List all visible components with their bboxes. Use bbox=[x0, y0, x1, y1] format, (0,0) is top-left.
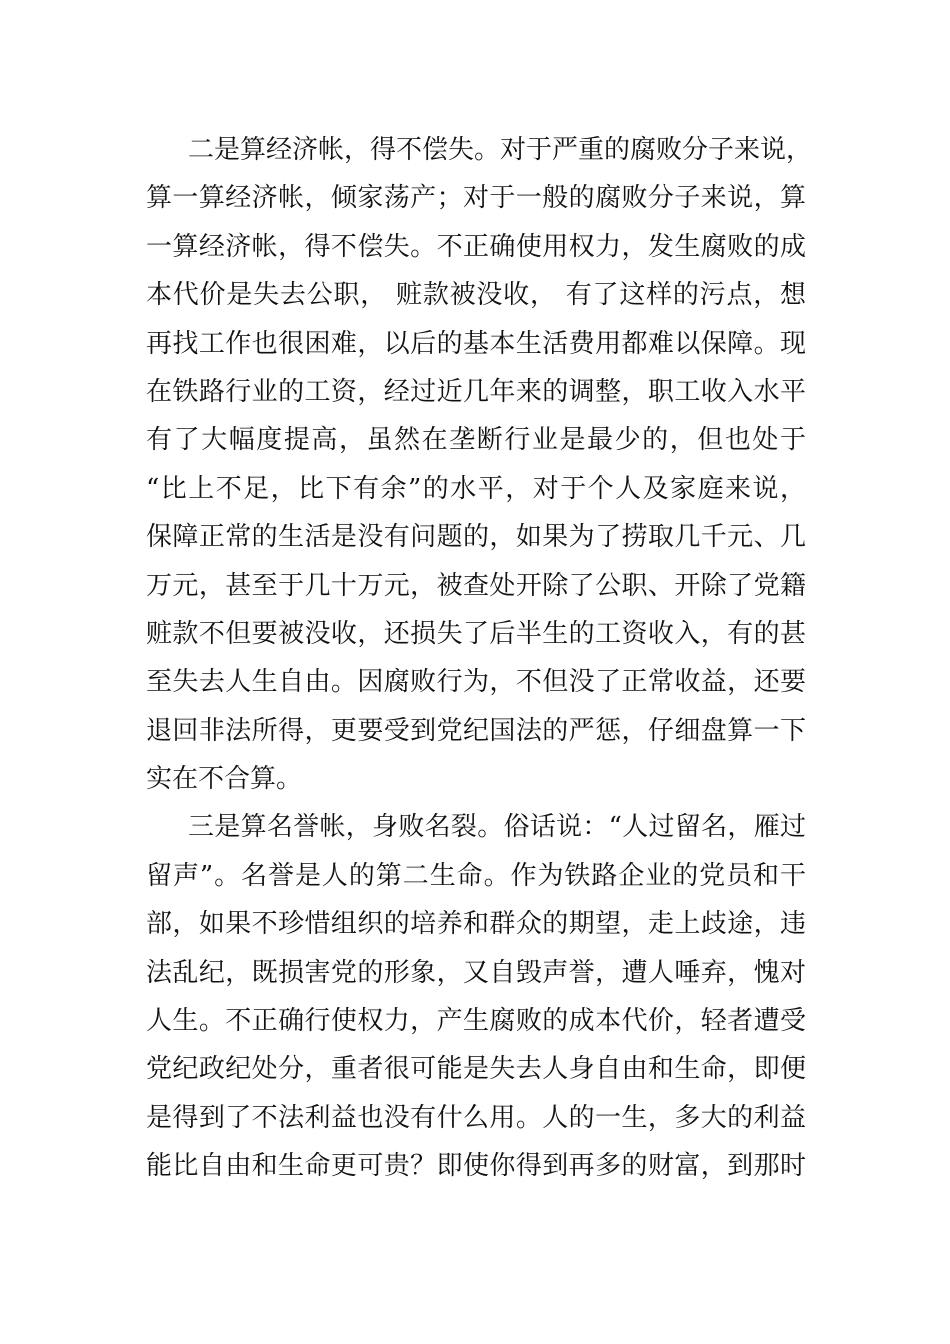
paragraph-reputation-account bbox=[146, 803, 806, 1190]
text-line: 赃款不但要被没收，还损失了后半生的工资收入，有的甚 bbox=[146, 618, 806, 649]
text-line: 能比自由和生命更可贵？即使你得到再多的财富，到那时 bbox=[146, 1151, 806, 1182]
text-line: 留声”。名誉是人的第二生命。作为铁路企业的党员和干 bbox=[146, 860, 806, 891]
text-line: 算一算经济帐，倾家荡产；对于一般的腐败分子来说，算 bbox=[146, 183, 806, 214]
text-line: 在铁路行业的工资，经过近几年来的调整，职工收入水平 bbox=[146, 376, 806, 407]
text-line: 二是算经济帐，得不偿失。对于严重的腐败分子来说， bbox=[188, 135, 813, 165]
text-line: 三是算名誉帐，身败名裂。俗话说：“人过留名，雁过 bbox=[188, 812, 806, 843]
text-line: “比上不足，比下有余”的水平，对于个人及家庭来说， bbox=[146, 473, 806, 504]
text-line: 一算经济帐，得不偿失。不正确使用权力，发生腐败的成 bbox=[146, 231, 806, 262]
text-line: 保障正常的生活是没有问题的，如果为了捞取几千元、几 bbox=[146, 522, 806, 553]
text-line: 至失去人生自由。因腐败行为，不但没了正常收益，还要 bbox=[146, 667, 806, 698]
text-line: 有了大幅度提高，虽然在垄断行业是最少的，但也处于 bbox=[146, 425, 806, 456]
text-line: 党纪政纪处分，重者很可能是失去人身自由和生命，即便 bbox=[146, 1054, 806, 1085]
text-line: 退回非法所得，更要受到党纪国法的严惩，仔细盘算一下 bbox=[146, 715, 806, 746]
document-body bbox=[146, 126, 813, 1191]
text-line: 再找工作也很困难，以后的基本生活费用都难以保障。现 bbox=[146, 328, 806, 359]
text-line: 本代价是失去公职， 赃款被没收， 有了这样的污点，想 bbox=[146, 280, 806, 311]
text-line: 人生。不正确行使权力，产生腐败的成本代价，轻者遭受 bbox=[146, 1006, 806, 1037]
paragraph-economic-account bbox=[146, 126, 813, 803]
text-line: 万元，甚至于几十万元，被查处开除了公职、开除了党籍 bbox=[146, 570, 806, 601]
text-line: 法乱纪，既损害党的形象，又自毁声誉，遭人唾弃，愧对 bbox=[146, 957, 806, 988]
text-line: 实在不合算。 bbox=[146, 764, 303, 795]
text-line: 是得到了不法利益也没有什么用。人的一生，多大的利益 bbox=[146, 1102, 806, 1133]
text-line: 部，如果不珍惜组织的培养和群众的期望，走上歧途，违 bbox=[146, 909, 806, 940]
